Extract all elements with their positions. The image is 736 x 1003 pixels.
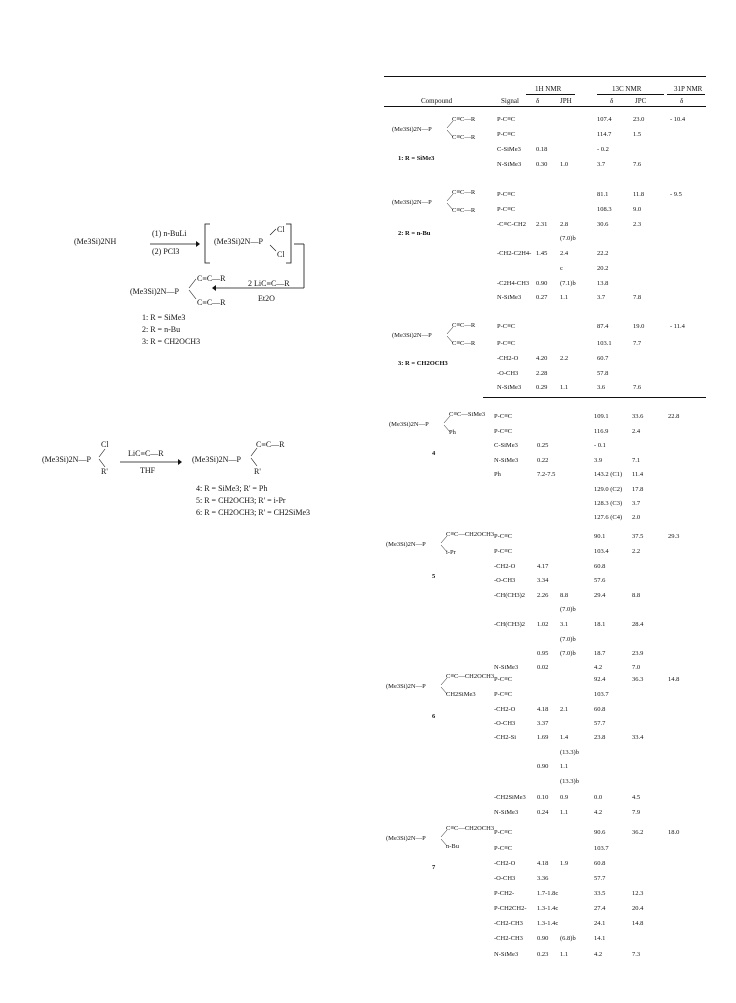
row-31-13c-delta: 18.1	[594, 621, 606, 628]
compound-6-substituent-top: C≡C—CH2OCH3	[446, 673, 495, 680]
row-31-jph: 3.1	[560, 621, 569, 628]
compound-2-label: 2: R = n-Bu	[398, 230, 431, 237]
row-0-31p-delta: - 10.4	[670, 116, 686, 123]
row-8-signal: -CH2-C2H4-	[497, 250, 532, 257]
row-34-jpc: 7.0	[632, 664, 641, 671]
row-43-1h-delta: 0.10	[537, 794, 549, 801]
row-51-1h-delta: 1.3-1.4c	[537, 920, 559, 927]
row-50-13c-delta: 27.4	[594, 905, 606, 912]
row-15-13c-delta: 57.8	[597, 370, 609, 377]
row-43-signal: -CH2SiMe3	[494, 794, 526, 801]
scheme2-reactant-cl: Cl	[101, 440, 109, 449]
row-21-1h-delta: 7.2-7.5	[537, 471, 556, 478]
row-41-1h-delta: 0.90	[537, 763, 549, 770]
row-35-signal: P-C≡C	[494, 676, 513, 683]
row-46-13c-delta: 103.7	[594, 845, 609, 852]
row-36-13c-delta: 103.7	[594, 691, 609, 698]
row-9-jph: c	[560, 265, 563, 272]
row-48-signal: -O-CH3	[494, 875, 516, 882]
row-11-13c-delta: 3.7	[597, 294, 606, 301]
row-11-1h-delta: 0.27	[536, 294, 548, 301]
row-3-signal: N-SiMe3	[497, 161, 522, 168]
compound-7-amine: (Me3Si)2N—P	[386, 835, 426, 842]
row-47-jph: 1.9	[560, 860, 569, 867]
compound-1-amine: (Me3Si)2N—P	[392, 126, 432, 133]
row-20-13c-delta: 3.9	[594, 457, 603, 464]
row-13-jpc: 7.7	[633, 340, 642, 347]
row-39-jph: 1.4	[560, 734, 569, 741]
row-22-jpc: 17.8	[632, 486, 644, 493]
scheme2-def-6: 6: R = CH2OCH3; R' = CH2SiMe3	[196, 508, 311, 517]
scheme1-solvent2: Et2O	[258, 294, 275, 303]
row-0-signal: P-C≡C	[497, 116, 516, 123]
row-0-jpc: 23.0	[633, 116, 645, 123]
row-46-signal: P-C≡C	[494, 845, 513, 852]
row-51-jpc: 14.8	[632, 920, 644, 927]
row-21-signal: Ph	[494, 471, 501, 478]
row-21-jpc: 11.4	[632, 471, 644, 478]
row-52-signal: -CH2-CH3	[494, 935, 523, 942]
row-43-jpc: 4.5	[632, 794, 641, 801]
scheme2-product-top: C≡C—R	[256, 440, 285, 449]
row-29-13c-delta: 29.4	[594, 592, 606, 599]
row-15-1h-delta: 2.28	[536, 370, 548, 377]
col-header-jph: JPH	[560, 97, 572, 105]
row-36-signal: P-C≡C	[494, 691, 513, 698]
scheme1-product-top: C≡C—R	[197, 274, 226, 283]
row-47-signal: -CH2-O	[494, 860, 516, 867]
row-39-1h-delta: 1.69	[537, 734, 549, 741]
row-27-13c-delta: 60.8	[594, 563, 606, 570]
table-top-rule	[384, 76, 706, 77]
row-38-1h-delta: 3.37	[537, 720, 549, 727]
row-11-jpc: 7.8	[633, 294, 642, 301]
compound-7-label: 7	[432, 864, 436, 871]
row-1-13c-delta: 114.7	[597, 131, 612, 138]
row-23-13c-delta: 128.3 (C3)	[594, 500, 623, 507]
row-28-1h-delta: 3.34	[537, 577, 549, 584]
row-17-13c-delta: 109.1	[594, 413, 609, 420]
compound-5-label: 5	[432, 573, 436, 580]
row-53-1h-delta: 0.23	[537, 951, 549, 958]
row-4-signal: P-C≡C	[497, 191, 516, 198]
row-10-1h-delta: 0.90	[536, 280, 548, 287]
scheme2-def-4: 4: R = SiMe3; R' = Ph	[196, 484, 268, 493]
row-33-jph: (7.0)b	[560, 650, 576, 657]
col-header-compound: Compound	[421, 97, 453, 105]
row-37-signal: -CH2-O	[494, 706, 516, 713]
compound-2-substituent-top: C≡C—R	[452, 189, 476, 196]
row-17-signal: P-C≡C	[494, 413, 513, 420]
row-34-1h-delta: 0.02	[537, 664, 549, 671]
col-header-1h-delta: δ	[536, 97, 540, 105]
scheme2-arrow	[120, 459, 182, 465]
row-34-13c-delta: 4.2	[594, 664, 603, 671]
group-rule-1h	[526, 94, 575, 95]
col-header-signal: Signal	[501, 97, 519, 105]
compound-2-substituent-bottom: C≡C—R	[452, 207, 476, 214]
row-24-13c-delta: 127.6 (C4)	[594, 514, 623, 521]
row-52-jph: (6.8)b	[560, 935, 576, 942]
col-header-13c-delta: δ	[610, 97, 614, 105]
row-39-jpc: 33.4	[632, 734, 644, 741]
compound-3-amine: (Me3Si)2N—P	[392, 332, 432, 339]
row-12-13c-delta: 87.4	[597, 323, 609, 330]
scheme1-reactant: (Me3Si)2NH	[74, 237, 117, 246]
row-44-jpc: 7.9	[632, 809, 641, 816]
row-28-13c-delta: 57.6	[594, 577, 606, 584]
row-53-jpc: 7.3	[632, 951, 641, 958]
row-18-13c-delta: 116.9	[594, 428, 609, 435]
row-16-jph: 1.1	[560, 384, 569, 391]
row-20-1h-delta: 0.22	[537, 457, 549, 464]
row-49-jpc: 12.3	[632, 890, 644, 897]
table-section-rule	[483, 397, 706, 398]
row-24-jpc: 2.0	[632, 514, 641, 521]
row-6-jpc: 2.3	[633, 221, 642, 228]
compound-6-label: 6	[432, 713, 436, 720]
row-4-13c-delta: 81.1	[597, 191, 609, 198]
row-42-jph: (13.3)b	[560, 778, 579, 785]
row-9-13c-delta: 20.2	[597, 265, 609, 272]
row-29-1h-delta: 2.26	[537, 592, 549, 599]
scheme1-def-2: 2: R = n-Bu	[142, 325, 181, 334]
row-50-signal: P-CH2CH2-	[494, 905, 527, 912]
row-34-signal: N-SiMe3	[494, 664, 519, 671]
row-44-1h-delta: 0.24	[537, 809, 549, 816]
row-49-1h-delta: 1.7-1.8c	[537, 890, 559, 897]
scheme2-def-5: 5: R = CH2OCH3; R' = i-Pr	[196, 496, 286, 505]
row-20-jpc: 7.1	[632, 457, 641, 464]
row-45-13c-delta: 90.6	[594, 829, 606, 836]
scheme1-step2: (2) PCl3	[152, 247, 180, 256]
row-47-13c-delta: 60.8	[594, 860, 606, 867]
compound-1-substituent-bottom: C≡C—R	[452, 134, 476, 141]
row-10-jph: (7.1)b	[560, 280, 576, 287]
row-32-jph: (7.0)b	[560, 636, 576, 643]
row-23-jpc: 3.7	[632, 500, 641, 507]
scheme1-reagent2: 2 LiC≡C—R	[248, 279, 290, 288]
compound-3-label: 3: R = CH2OCH3	[398, 360, 448, 367]
row-48-1h-delta: 3.36	[537, 875, 549, 882]
group-header-31p: 31P NMR	[674, 85, 703, 93]
scheme1-product-left: (Me3Si)2N—P	[130, 287, 179, 296]
row-19-13c-delta: - 0.1	[594, 442, 606, 449]
group-rule-31p	[667, 94, 705, 95]
row-14-signal: -CH2-O	[497, 355, 519, 362]
row-17-31p-delta: 22.8	[668, 413, 680, 420]
row-0-13c-delta: 107.4	[597, 116, 612, 123]
row-5-signal: P-C≡C	[497, 206, 516, 213]
row-27-1h-delta: 4.17	[537, 563, 549, 570]
row-50-jpc: 20.4	[632, 905, 644, 912]
scheme2-solvent: THF	[140, 466, 156, 475]
row-37-13c-delta: 60.8	[594, 706, 606, 713]
row-14-13c-delta: 60.7	[597, 355, 609, 362]
row-25-jpc: 37.5	[632, 533, 644, 540]
row-44-signal: N-SiMe3	[494, 809, 519, 816]
compound-6-amine: (Me3Si)2N—P	[386, 683, 426, 690]
table-header-rule	[384, 106, 706, 107]
row-5-13c-delta: 108.3	[597, 206, 612, 213]
row-28-signal: -O-CH3	[494, 577, 516, 584]
row-11-jph: 1.1	[560, 294, 569, 301]
row-30-jph: (7.0)b	[560, 606, 576, 613]
scheme1-intermediate: (Me3Si)2N—P	[214, 237, 263, 246]
row-8-13c-delta: 22.2	[597, 250, 609, 257]
row-6-jph: 2.8	[560, 221, 569, 228]
row-39-13c-delta: 23.8	[594, 734, 606, 741]
compound-1-substituent-top: C≡C—R	[452, 116, 476, 123]
row-5-jpc: 9.0	[633, 206, 642, 213]
row-22-13c-delta: 129.0 (C2)	[594, 486, 623, 493]
group-header-13c: 13C NMR	[612, 85, 642, 93]
row-2-signal: C-SiMe3	[497, 146, 521, 153]
row-35-31p-delta: 14.8	[668, 676, 680, 683]
scheme2-reactant-r: R'	[101, 467, 108, 476]
row-44-jph: 1.1	[560, 809, 569, 816]
row-31-signal: -CH(CH3)2	[494, 621, 526, 628]
group-rule-13c	[597, 94, 664, 95]
row-29-jph: 8.8	[560, 592, 569, 599]
row-26-13c-delta: 103.4	[594, 548, 609, 555]
compound-7-substituent-bottom: n-Bu	[446, 843, 459, 850]
row-52-1h-delta: 0.90	[537, 935, 549, 942]
row-26-signal: P-C≡C	[494, 548, 513, 555]
scheme1-def-3: 3: R = CH2OCH3	[142, 337, 201, 346]
row-18-signal: P-C≡C	[494, 428, 513, 435]
row-15-signal: -O-CH3	[497, 370, 519, 377]
row-11-signal: N-SiMe3	[497, 294, 522, 301]
row-26-jpc: 2.2	[632, 548, 641, 555]
group-header-1h: 1H NMR	[535, 85, 562, 93]
row-49-signal: P-CH2-	[494, 890, 515, 897]
row-41-jph: 1.1	[560, 763, 569, 770]
compound-6-substituent-bottom: CH2SiMe3	[446, 691, 476, 698]
row-3-jpc: 7.6	[633, 161, 642, 168]
compound-1-label: 1: R = SiMe3	[398, 155, 435, 162]
scheme2-product-r: R'	[254, 467, 261, 476]
row-31-1h-delta: 1.02	[537, 621, 549, 628]
row-6-signal: -C≡C-CH2	[497, 221, 526, 228]
row-44-13c-delta: 4.2	[594, 809, 603, 816]
row-12-31p-delta: - 11.4	[670, 323, 685, 330]
row-8-1h-delta: 1.45	[536, 250, 548, 257]
row-53-jph: 1.1	[560, 951, 569, 958]
row-3-jph: 1.0	[560, 161, 569, 168]
row-19-1h-delta: 0.25	[537, 442, 549, 449]
row-43-13c-delta: 0.0	[594, 794, 603, 801]
row-16-1h-delta: 0.29	[536, 384, 548, 391]
row-6-1h-delta: 2.31	[536, 221, 548, 228]
row-35-jpc: 36.3	[632, 676, 644, 683]
row-29-jpc: 8.8	[632, 592, 641, 599]
compound-5-substituent-bottom: i-Pr	[446, 549, 456, 556]
row-10-13c-delta: 13.8	[597, 280, 609, 287]
row-1-jpc: 1.5	[633, 131, 642, 138]
compound-4-substituent-top: C≡C—SiMe3	[449, 411, 486, 418]
row-45-jpc: 36.2	[632, 829, 644, 836]
scheme1-intermediate-cl-bot: Cl	[277, 250, 285, 259]
row-47-1h-delta: 4.18	[537, 860, 549, 867]
row-38-signal: -O-CH3	[494, 720, 516, 727]
scheme2-product-left: (Me3Si)2N—P	[192, 455, 241, 464]
row-25-31p-delta: 29.3	[668, 533, 680, 540]
row-52-13c-delta: 14.1	[594, 935, 606, 942]
row-2-13c-delta: - 0.2	[597, 146, 609, 153]
scheme1-intermediate-cl-top: Cl	[277, 225, 285, 234]
row-13-13c-delta: 103.1	[597, 340, 612, 347]
col-header-31p-delta: δ	[680, 97, 684, 105]
row-10-signal: -C2H4-CH3	[497, 280, 530, 287]
row-14-1h-delta: 4.20	[536, 355, 548, 362]
compound-5-amine: (Me3Si)2N—P	[386, 541, 426, 548]
col-header-jpc: JPC	[635, 97, 647, 105]
row-43-jph: 0.9	[560, 794, 569, 801]
scheme1-step1: (1) n-BuLi	[152, 229, 187, 238]
scheme2-reactant: (Me3Si)2N—P	[42, 455, 91, 464]
row-53-signal: N-SiMe3	[494, 951, 519, 958]
row-14-jph: 2.2	[560, 355, 569, 362]
row-53-13c-delta: 4.2	[594, 951, 603, 958]
row-19-signal: C-SiMe3	[494, 442, 518, 449]
compound-3-substituent-top: C≡C—R	[452, 322, 476, 329]
row-45-31p-delta: 18.0	[668, 829, 680, 836]
row-29-signal: -CH(CH3)2	[494, 592, 526, 599]
row-2-1h-delta: 0.18	[536, 146, 548, 153]
row-51-13c-delta: 24.1	[594, 920, 606, 927]
compound-7-substituent-top: C≡C—CH2OCH3	[446, 825, 495, 832]
row-27-signal: -CH2-O	[494, 563, 516, 570]
row-35-13c-delta: 92.4	[594, 676, 606, 683]
row-12-signal: P-C≡C	[497, 323, 516, 330]
row-25-signal: P-C≡C	[494, 533, 513, 540]
row-31-jpc: 28.4	[632, 621, 644, 628]
row-20-signal: N-SiMe3	[494, 457, 519, 464]
row-12-jpc: 19.0	[633, 323, 645, 330]
row-21-13c-delta: 143.2 (C1)	[594, 471, 623, 478]
row-4-jpc: 11.8	[633, 191, 645, 198]
row-6-13c-delta: 30.6	[597, 221, 609, 228]
row-49-13c-delta: 33.5	[594, 890, 606, 897]
compound-4-label: 4	[432, 450, 436, 457]
row-16-jpc: 7.6	[633, 384, 642, 391]
row-33-1h-delta: 0.95	[537, 650, 549, 657]
compound-3-substituent-bottom: C≡C—R	[452, 340, 476, 347]
scheme2-reagent: LiC≡C—R	[128, 449, 164, 458]
row-51-signal: -CH2-CH3	[494, 920, 523, 927]
row-40-jph: (13.3)b	[560, 749, 579, 756]
row-3-13c-delta: 3.7	[597, 161, 606, 168]
row-17-jpc: 33.6	[632, 413, 644, 420]
row-16-13c-delta: 3.6	[597, 384, 606, 391]
row-25-13c-delta: 90.1	[594, 533, 606, 540]
row-45-signal: P-C≡C	[494, 829, 513, 836]
row-16-signal: N-SiMe3	[497, 384, 522, 391]
row-37-jph: 2.1	[560, 706, 569, 713]
row-8-jph: 2.4	[560, 250, 569, 257]
row-18-jpc: 2.4	[632, 428, 641, 435]
compound-4-amine: (Me3Si)2N—P	[389, 421, 429, 428]
row-33-13c-delta: 18.7	[594, 650, 606, 657]
row-3-1h-delta: 0.30	[536, 161, 548, 168]
row-37-1h-delta: 4.18	[537, 706, 549, 713]
compound-5-substituent-top: C≡C—CH2OCH3	[446, 531, 495, 538]
row-13-signal: P-C≡C	[497, 340, 516, 347]
row-48-13c-delta: 57.7	[594, 875, 606, 882]
row-38-13c-delta: 57.7	[594, 720, 606, 727]
compound-2-amine: (Me3Si)2N—P	[392, 199, 432, 206]
scheme1-def-1: 1: R = SiMe3	[142, 313, 186, 322]
row-50-1h-delta: 1.3-1.4c	[537, 905, 559, 912]
row-1-signal: P-C≡C	[497, 131, 516, 138]
row-4-31p-delta: - 9.5	[670, 191, 682, 198]
scheme1-product-bot: C≡C—R	[197, 298, 226, 307]
row-39-signal: -CH2-Si	[494, 734, 517, 741]
row-7-jph: (7.0)b	[560, 235, 576, 242]
compound-4-substituent-bottom: Ph	[449, 429, 456, 436]
row-33-jpc: 23.9	[632, 650, 644, 657]
